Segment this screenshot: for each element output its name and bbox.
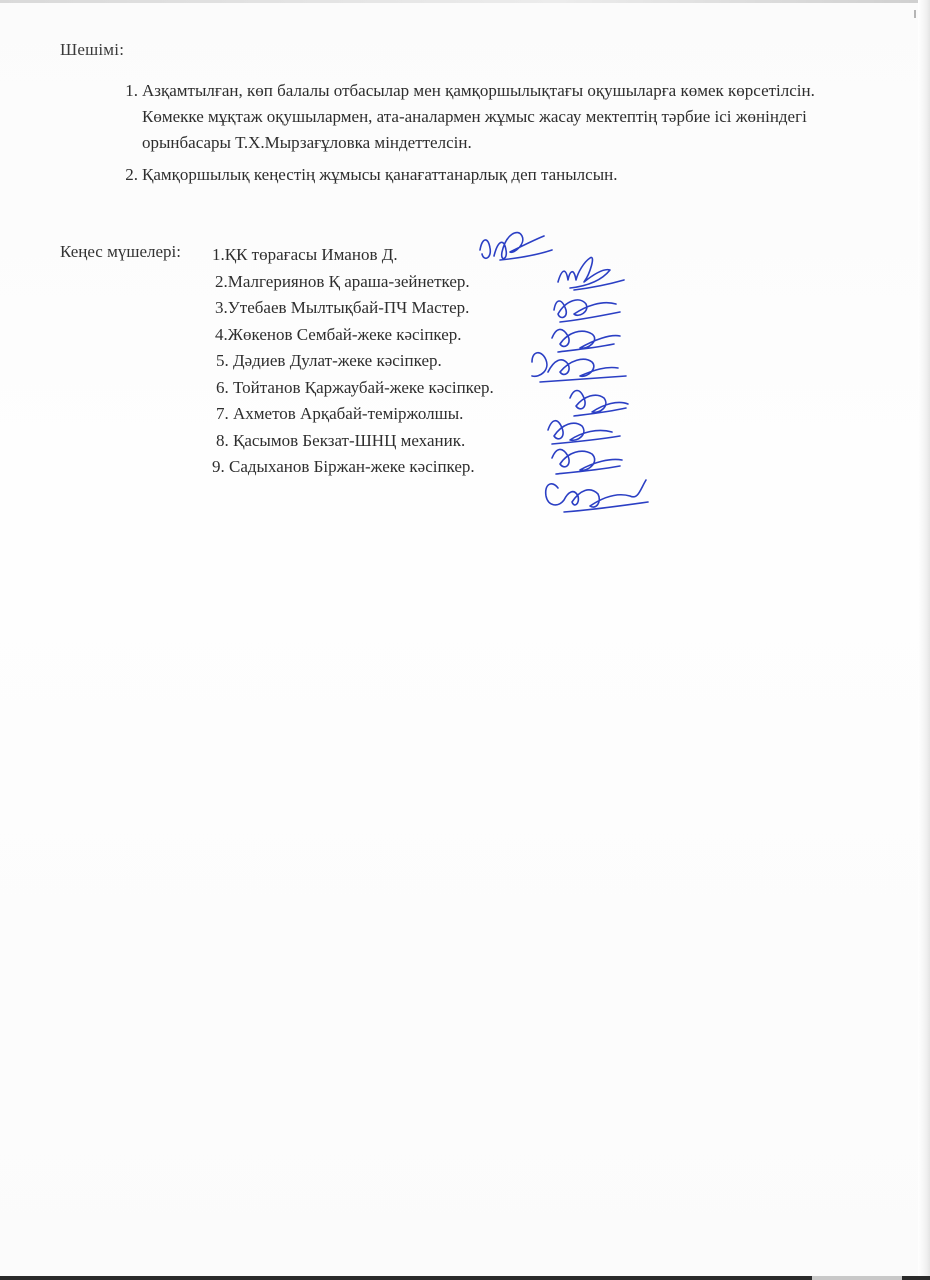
council-member: 4.Жөкенов Сембай-жеке кәсіпкер. bbox=[215, 324, 462, 344]
council-member: 2.Малгериянов Қ араша-зейнеткер. bbox=[215, 271, 470, 291]
council-member: 1.ҚК төрағасы Иманов Д. bbox=[212, 245, 398, 264]
council-member: 9. Садыханов Біржан-жеке кәсіпкер. bbox=[212, 457, 475, 476]
signature-9 bbox=[546, 480, 648, 512]
council-member: 6. Тойтанов Қаржаубай-жеке кәсіпкер. bbox=[216, 377, 494, 397]
council-member: 5. Дәдиев Дулат-жеке кәсіпкер. bbox=[216, 351, 442, 370]
scan-edge-bottom-gap bbox=[812, 1276, 902, 1280]
decision-text: Азқамтылған, көп балалы отбасылар мен қамқоршылықтағы оқушыларға көмек көрсетілсін. Көмекке мұқтаж оқушылармен, ата-аналармен жұмыс жасау мектептің тәрбие ісі жөніндегі орынбасары Т.Х.Мырзағұловка міндеттелсін. bbox=[142, 81, 815, 152]
scan-edge-bottom bbox=[0, 1276, 930, 1280]
decision-number: 1. bbox=[125, 81, 138, 100]
decision-item bbox=[60, 162, 820, 188]
decision-number: 2. bbox=[125, 165, 138, 184]
decision-heading: Шешімі: bbox=[60, 40, 125, 59]
council-member: 7. Ахметов Арқабай-теміржолшы. bbox=[216, 404, 464, 423]
decision-list bbox=[60, 78, 820, 194]
council-member: 8. Қасымов Бекзат-ШНЦ механик. bbox=[216, 430, 466, 450]
council-members-label: Кеңес мүшелері: bbox=[60, 242, 181, 261]
decision-item bbox=[60, 78, 820, 156]
scan-edge-top bbox=[0, 0, 930, 3]
council-member: 3.Утебаев Мылтықбай-ПЧ Мастер. bbox=[215, 298, 470, 317]
scan-tick-mark bbox=[914, 10, 916, 18]
scan-edge-right bbox=[918, 0, 930, 1280]
decision-text: Қамқоршылық кеңестің жұмысы қанағаттанарлық деп танылсын. bbox=[142, 165, 618, 184]
council-members-list bbox=[212, 242, 632, 481]
